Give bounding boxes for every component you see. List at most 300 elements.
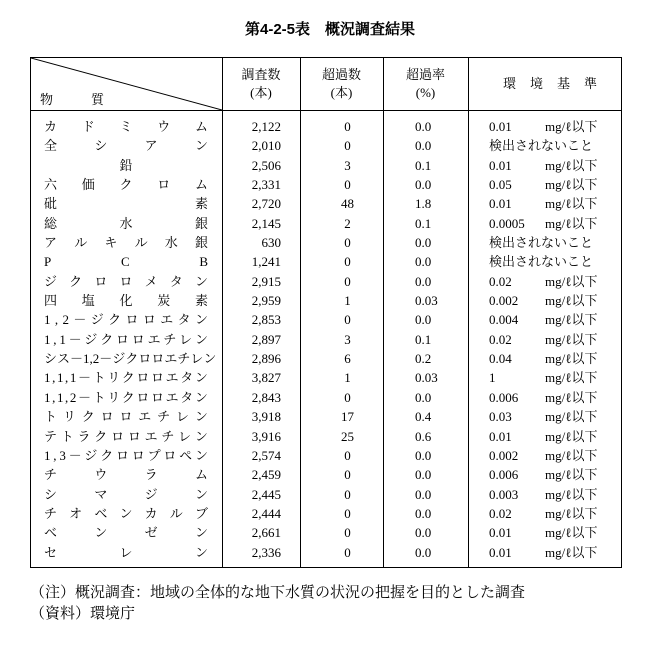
- column-header-unit: (本): [250, 85, 272, 100]
- table-row: [31, 136, 621, 155]
- note-label: （資料）: [30, 606, 91, 622]
- standard-value: 0.002: [489, 447, 519, 463]
- column-header-label: 超過数: [321, 67, 361, 82]
- exceedance-rate: 0.1: [415, 331, 432, 347]
- standard-value: 0.01: [489, 157, 512, 173]
- substance-name: [31, 446, 222, 465]
- substance-name-char: ジ: [44, 273, 58, 289]
- substance-name-char: ブ: [194, 505, 208, 521]
- environmental-standard: [468, 465, 621, 484]
- substance-name-char: ン: [194, 312, 208, 328]
- exceedance-count: 3: [344, 331, 351, 347]
- substance-name-char: ,: [65, 370, 69, 386]
- substance-name-char: 銀: [194, 235, 208, 251]
- substance-name-char: 素: [194, 196, 208, 212]
- substance-name-char: 化: [119, 293, 133, 309]
- substance-name-char: エ: [144, 428, 158, 444]
- substance-name-char: ス: [57, 351, 71, 367]
- environmental-standard: [468, 156, 621, 175]
- exceedance-rate: 0.03: [415, 370, 438, 386]
- standard-value: 0.003: [489, 486, 519, 502]
- table-row: [31, 291, 621, 310]
- substance-name-char: レ: [176, 409, 190, 425]
- exceedance-rate: 0.4: [415, 409, 432, 425]
- exceedance-rate: 0.0: [415, 544, 432, 560]
- standard-text: 検出されないこと: [489, 138, 594, 154]
- table-row: [31, 233, 621, 252]
- standard-unit: mg/ℓ以下: [545, 370, 598, 386]
- standard-unit: mg/ℓ以下: [545, 467, 598, 483]
- exceedance-count: 17: [341, 409, 354, 425]
- substance-name-char: ,: [52, 389, 56, 405]
- substance-name-char: ペ: [179, 447, 193, 463]
- header-cell-exceedance-count: [300, 58, 383, 110]
- environmental-standard: [468, 175, 621, 194]
- survey-count: 2,574: [251, 447, 281, 463]
- standard-unit: mg/ℓ以下: [545, 215, 598, 231]
- standard-unit: mg/ℓ以下: [545, 196, 598, 212]
- standard-unit: mg/ℓ以下: [545, 331, 598, 347]
- substance-name: [31, 504, 222, 523]
- substance-name-char: －: [68, 447, 82, 463]
- exceedance-rate: 0.0: [415, 273, 432, 289]
- standard-unit: mg/ℓ以下: [545, 389, 598, 405]
- table-row: [31, 465, 621, 484]
- column-divider: [222, 58, 223, 567]
- substance-name-char: キ: [104, 235, 118, 251]
- standard-value: 0.006: [489, 467, 519, 483]
- survey-count: 2,122: [251, 119, 281, 134]
- substance-name-char: ロ: [125, 312, 139, 328]
- survey-count: 2,444: [251, 505, 281, 521]
- substance-name-char: テ: [44, 428, 58, 444]
- standard-value: 0.004: [489, 312, 519, 328]
- standard-value: 0.01: [489, 119, 512, 134]
- environmental-standard: [468, 349, 621, 368]
- substance-name-char: 1: [56, 370, 64, 386]
- substance-name-char: ジ: [112, 351, 126, 367]
- exceedance-rate: 0.0: [415, 467, 432, 483]
- standard-value: 0.02: [489, 505, 512, 521]
- standard-unit: mg/ℓ以下: [545, 119, 598, 134]
- substance-name-char: ク: [119, 177, 133, 193]
- substance-name: [31, 485, 222, 504]
- substance-name-char: ,: [65, 389, 69, 405]
- standard-value: 0.02: [489, 331, 512, 347]
- environmental-standard: [468, 368, 621, 387]
- standard-value: 0.002: [489, 293, 519, 309]
- survey-count: 2,843: [251, 389, 281, 405]
- substance-name-char: ロ: [119, 273, 133, 289]
- environmental-standard: [468, 291, 621, 310]
- substance-name-char: ジ: [144, 486, 158, 502]
- substance-name-char: ロ: [131, 447, 145, 463]
- survey-count: 2,896: [251, 351, 281, 367]
- substance-name-char: ジ: [90, 312, 104, 328]
- environmental-standard: [468, 523, 621, 542]
- column-divider: [468, 58, 469, 567]
- exceedance-count: 0: [344, 447, 351, 463]
- environmental-standard: [468, 446, 621, 465]
- substance-name-char: 六: [44, 177, 58, 193]
- substance-name-char: ベ: [94, 505, 108, 521]
- substance-name-char: ル: [169, 505, 183, 521]
- substance-name-char: ク: [81, 409, 95, 425]
- substance-name-char: ン: [194, 273, 208, 289]
- exceedance-count: 0: [344, 138, 351, 154]
- standard-unit: mg/ℓ以下: [545, 428, 598, 444]
- environmental-standard: [468, 388, 621, 407]
- environmental-standard: [468, 504, 621, 523]
- substance-name-char: ン: [194, 370, 208, 386]
- table-row: [31, 194, 621, 213]
- substance-name-char: メ: [144, 273, 158, 289]
- standard-value: 0.01: [489, 196, 512, 212]
- substance-name-char: シ: [44, 486, 58, 502]
- substance-name-char: ン: [194, 331, 208, 347]
- substance-name-char: ン: [94, 525, 108, 541]
- header-cell-survey-count: [222, 58, 300, 110]
- column-divider: [300, 58, 301, 567]
- note-text: 環境庁: [90, 606, 136, 622]
- standard-text: 検出されないこと: [489, 254, 594, 270]
- table-title: 第4-2-5表 概況調査結果: [244, 21, 416, 38]
- substance-name-char: タ: [177, 312, 191, 328]
- substance-name-char: ,: [53, 331, 57, 347]
- substance-name-char: 1: [83, 351, 90, 367]
- substance-name-char: エ: [165, 389, 179, 405]
- substance-name-char: ,: [53, 447, 57, 463]
- substance-name-char: エ: [138, 409, 152, 425]
- exceedance-rate: 0.0: [415, 447, 432, 463]
- column-header-unit: (%): [415, 85, 436, 100]
- substance-name-char: ム: [194, 119, 208, 134]
- substance-name-char: チ: [161, 428, 175, 444]
- substance-name-char: エ: [160, 312, 174, 328]
- substance-name-char: 3: [59, 447, 66, 463]
- survey-count: 2,336: [251, 544, 281, 560]
- exceedance-count: 0: [344, 389, 351, 405]
- substance-name-char: ウ: [157, 119, 171, 134]
- substance-name-char: エ: [164, 351, 178, 367]
- environmental-standard: [468, 485, 621, 504]
- substance-name-char: B: [199, 254, 208, 270]
- survey-count: 2,459: [251, 467, 281, 483]
- exceedance-count: 0: [344, 525, 351, 541]
- substance-name-char: ミ: [119, 119, 133, 134]
- substance-name: [31, 156, 222, 175]
- table-row: [31, 252, 621, 271]
- substance-name: [31, 310, 222, 329]
- substance-name-char: ト: [92, 370, 106, 386]
- table-row: [31, 407, 621, 426]
- table-row: [31, 368, 621, 387]
- substance-name-char: マ: [94, 486, 108, 502]
- substance-name-char: ラ: [144, 467, 158, 483]
- substance-name-char: ジ: [84, 331, 98, 347]
- substance-name-char: 四: [44, 293, 58, 309]
- substance-name-char: ル: [134, 235, 148, 251]
- substance-name-char: ク: [100, 447, 114, 463]
- substance-name-char: ロ: [115, 331, 129, 347]
- substance-name-char: チ: [44, 505, 58, 521]
- table-row: [31, 156, 621, 175]
- substance-name-char: ド: [81, 119, 95, 134]
- substance-name-char: チ: [44, 467, 58, 483]
- substance-name-char: セ: [44, 544, 58, 560]
- substance-name-char: 価: [81, 177, 95, 193]
- exceedance-count: 25: [341, 428, 354, 444]
- standard-unit: mg/ℓ以下: [545, 157, 598, 173]
- substance-name-char: ン: [194, 428, 208, 444]
- substance-name-char: ゼ: [144, 525, 158, 541]
- substance-name-char: －: [68, 331, 82, 347]
- substance-name-char: レ: [178, 428, 192, 444]
- column-header-label: 環境基準: [503, 76, 612, 91]
- substance-name-char: ト: [44, 409, 58, 425]
- substance-name-char: ロ: [157, 177, 171, 193]
- substance-name: [31, 543, 222, 562]
- standard-unit: mg/ℓ以下: [545, 505, 598, 521]
- note: [30, 583, 525, 604]
- substance-name-char: ベ: [44, 525, 58, 541]
- substance-name-char: ロ: [136, 370, 150, 386]
- column-header-label: 超過率: [405, 67, 445, 82]
- environmental-standard: [468, 214, 621, 233]
- table-row: [31, 504, 621, 523]
- substance-name-char: －: [73, 312, 87, 328]
- substance-name-char: 銀: [194, 215, 208, 231]
- substance-name-char: －: [99, 351, 113, 367]
- survey-count: 2,720: [251, 196, 281, 212]
- survey-count: 2,897: [251, 331, 281, 347]
- substance-name-char: 素: [194, 293, 208, 309]
- substance-name: [31, 214, 222, 233]
- survey-count: 2,915: [251, 273, 281, 289]
- substance-name-char: ク: [121, 389, 135, 405]
- table-row: [31, 523, 621, 542]
- substance-name-char: チ: [157, 409, 171, 425]
- survey-count: 3,827: [251, 370, 281, 386]
- substance-name-char: ,: [54, 312, 59, 328]
- substance-name: [31, 407, 222, 426]
- substance-name-char: カ: [144, 505, 158, 521]
- substance-name-char: チ: [177, 351, 191, 367]
- substance-name-char: C: [120, 254, 130, 270]
- substance-name-char: 塩: [81, 293, 95, 309]
- substance-name-char: 1: [69, 370, 77, 386]
- exceedance-count: 0: [344, 235, 351, 251]
- column-header-unit: (本): [330, 85, 353, 100]
- exceedance-count: 2: [344, 215, 351, 231]
- substance-name-char: －: [77, 370, 91, 386]
- table-row: [31, 175, 621, 194]
- substance-name-char: 全: [44, 138, 58, 154]
- standard-unit: mg/ℓ以下: [545, 312, 598, 328]
- substance-name-char: ト: [92, 389, 106, 405]
- footnotes: [30, 583, 525, 625]
- environmental-standard: [468, 252, 621, 271]
- substance-name-char: ン: [119, 505, 133, 521]
- standard-value: 0.05: [489, 177, 512, 193]
- header-cell-substance: [31, 58, 222, 110]
- table-row: [31, 214, 621, 233]
- substance-name-char: 1: [44, 312, 51, 328]
- standard-value: 1: [489, 370, 496, 386]
- environmental-standard: [468, 543, 621, 562]
- substance-name-char: ロ: [151, 370, 165, 386]
- substance-name: [31, 349, 222, 368]
- substance-name-char: ロ: [131, 331, 145, 347]
- exceedance-count: 0: [344, 505, 351, 521]
- substance-name-char: 2: [92, 351, 100, 367]
- substance-name-char: －: [70, 351, 84, 367]
- table-row: [31, 310, 621, 329]
- survey-count: 2,661: [251, 525, 281, 541]
- survey-count: 2,445: [251, 486, 281, 502]
- standard-value: 0.04: [489, 351, 512, 367]
- exceedance-rate: 0.2: [415, 351, 432, 367]
- substance-name: [31, 136, 222, 155]
- substance-name-char: ロ: [119, 409, 133, 425]
- substance-name-char: ク: [121, 370, 135, 386]
- substance-name-char: タ: [180, 389, 194, 405]
- standard-value: 0.0005: [489, 215, 525, 231]
- exceedance-count: 0: [344, 119, 351, 134]
- environmental-standard: [468, 427, 621, 446]
- survey-count: 3,918: [251, 409, 281, 425]
- standard-unit: mg/ℓ以下: [545, 486, 598, 502]
- standard-unit: mg/ℓ以下: [545, 409, 598, 425]
- standard-unit: mg/ℓ以下: [545, 293, 598, 309]
- standard-value: 0.02: [489, 273, 512, 289]
- standard-value: 0.03: [489, 409, 512, 425]
- column-divider: [383, 58, 384, 567]
- table-row: [31, 446, 621, 465]
- substance-name: [31, 523, 222, 542]
- exceedance-rate: 0.0: [415, 254, 432, 270]
- standard-unit: mg/ℓ以下: [545, 273, 598, 289]
- exceedance-rate: 0.0: [415, 486, 432, 502]
- exceedance-count: 48: [341, 196, 354, 212]
- exceedance-rate: 0.0: [415, 119, 432, 134]
- table-row: [31, 543, 621, 562]
- substance-name-char: 1: [59, 331, 66, 347]
- substance-name-char: ム: [194, 177, 208, 193]
- survey-count: 2,853: [251, 312, 281, 328]
- exceedance-rate: 0.0: [415, 177, 432, 193]
- substance-name-char: ロ: [163, 447, 177, 463]
- substance-name-char: 1: [44, 389, 51, 405]
- substance-name-char: 1: [44, 447, 51, 463]
- survey-count: 1,241: [251, 254, 281, 270]
- substance-name-char: 1: [56, 389, 64, 405]
- substance-name-char: 総: [44, 215, 58, 231]
- substance-name-char: チ: [163, 331, 177, 347]
- substance-name-char: ン: [203, 351, 217, 367]
- substance-name: [31, 368, 222, 387]
- substance-name-char: ア: [144, 138, 158, 154]
- substance-name: [31, 117, 222, 136]
- exceedance-rate: 0.6: [415, 428, 432, 444]
- exceedance-rate: 1.8: [415, 196, 432, 212]
- substance-name: [31, 272, 222, 291]
- exceedance-rate: 0.0: [415, 525, 432, 541]
- exceedance-rate: 0.0: [415, 138, 432, 154]
- substance-name-char: ロ: [115, 447, 129, 463]
- exceedance-count: 0: [344, 544, 351, 560]
- substance-name-char: ロ: [94, 273, 108, 289]
- exceedance-count: 0: [344, 312, 351, 328]
- table-row: [31, 117, 621, 136]
- substance-name-char: ル: [74, 235, 88, 251]
- standard-value: 0.006: [489, 389, 519, 405]
- substance-name-char: ロ: [142, 312, 156, 328]
- survey-count: 2,145: [251, 215, 281, 231]
- substance-name-char: エ: [165, 370, 179, 386]
- table-row: [31, 388, 621, 407]
- substance-name-char: ン: [194, 138, 208, 154]
- exceedance-count: 1: [344, 293, 351, 309]
- substance-name-char: リ: [107, 389, 121, 405]
- standard-unit: mg/ℓ以下: [545, 177, 598, 193]
- standard-unit: mg/ℓ以下: [545, 525, 598, 541]
- substance-name-char: 水: [164, 235, 178, 251]
- environmental-standard: [468, 136, 621, 155]
- standard-unit: mg/ℓ以下: [545, 544, 598, 560]
- column-header-substance: 物質: [40, 92, 143, 107]
- substance-name: [31, 194, 222, 213]
- substance-name-char: ム: [194, 467, 208, 483]
- substance-name: [31, 233, 222, 252]
- standard-value: 0.01: [489, 428, 512, 444]
- exceedance-count: 0: [344, 467, 351, 483]
- substance-name-char: P: [44, 254, 52, 270]
- exceedance-count: 0: [344, 486, 351, 502]
- substance-name-char: ロ: [138, 351, 152, 367]
- substance-name-char: 1: [44, 370, 51, 386]
- survey-count: 2,506: [251, 157, 281, 173]
- substance-name-char: ラ: [77, 428, 91, 444]
- substance-name-char: ン: [194, 447, 208, 463]
- exceedance-count: 0: [344, 177, 351, 193]
- substance-name: [31, 465, 222, 484]
- substance-name-char: 1: [44, 331, 51, 347]
- exceedance-rate: 0.0: [415, 235, 432, 251]
- survey-count: 630: [261, 235, 281, 251]
- substance-name-char: 炭: [157, 293, 171, 309]
- exceedance-count: 6: [344, 351, 351, 367]
- substance-name-char: オ: [69, 505, 83, 521]
- substance-name-char: レ: [179, 331, 193, 347]
- substance-name-char: エ: [147, 331, 161, 347]
- substance-name-char: ク: [100, 331, 114, 347]
- header-cell-exceedance-rate: [383, 58, 468, 110]
- survey-count: 2,331: [251, 177, 281, 193]
- substance-name-char: ロ: [100, 409, 114, 425]
- table-row: [31, 349, 621, 368]
- exceedance-rate: 0.1: [415, 215, 432, 231]
- table-row: [31, 272, 621, 291]
- substance-name: [31, 330, 222, 349]
- substance-name-char: ウ: [94, 467, 108, 483]
- substance-name-char: リ: [62, 409, 76, 425]
- exceedance-rate: 0.03: [415, 293, 438, 309]
- survey-count: 3,916: [251, 428, 281, 444]
- substance-name-char: －: [77, 389, 91, 405]
- substance-name: [31, 388, 222, 407]
- exceedance-rate: 0.0: [415, 389, 432, 405]
